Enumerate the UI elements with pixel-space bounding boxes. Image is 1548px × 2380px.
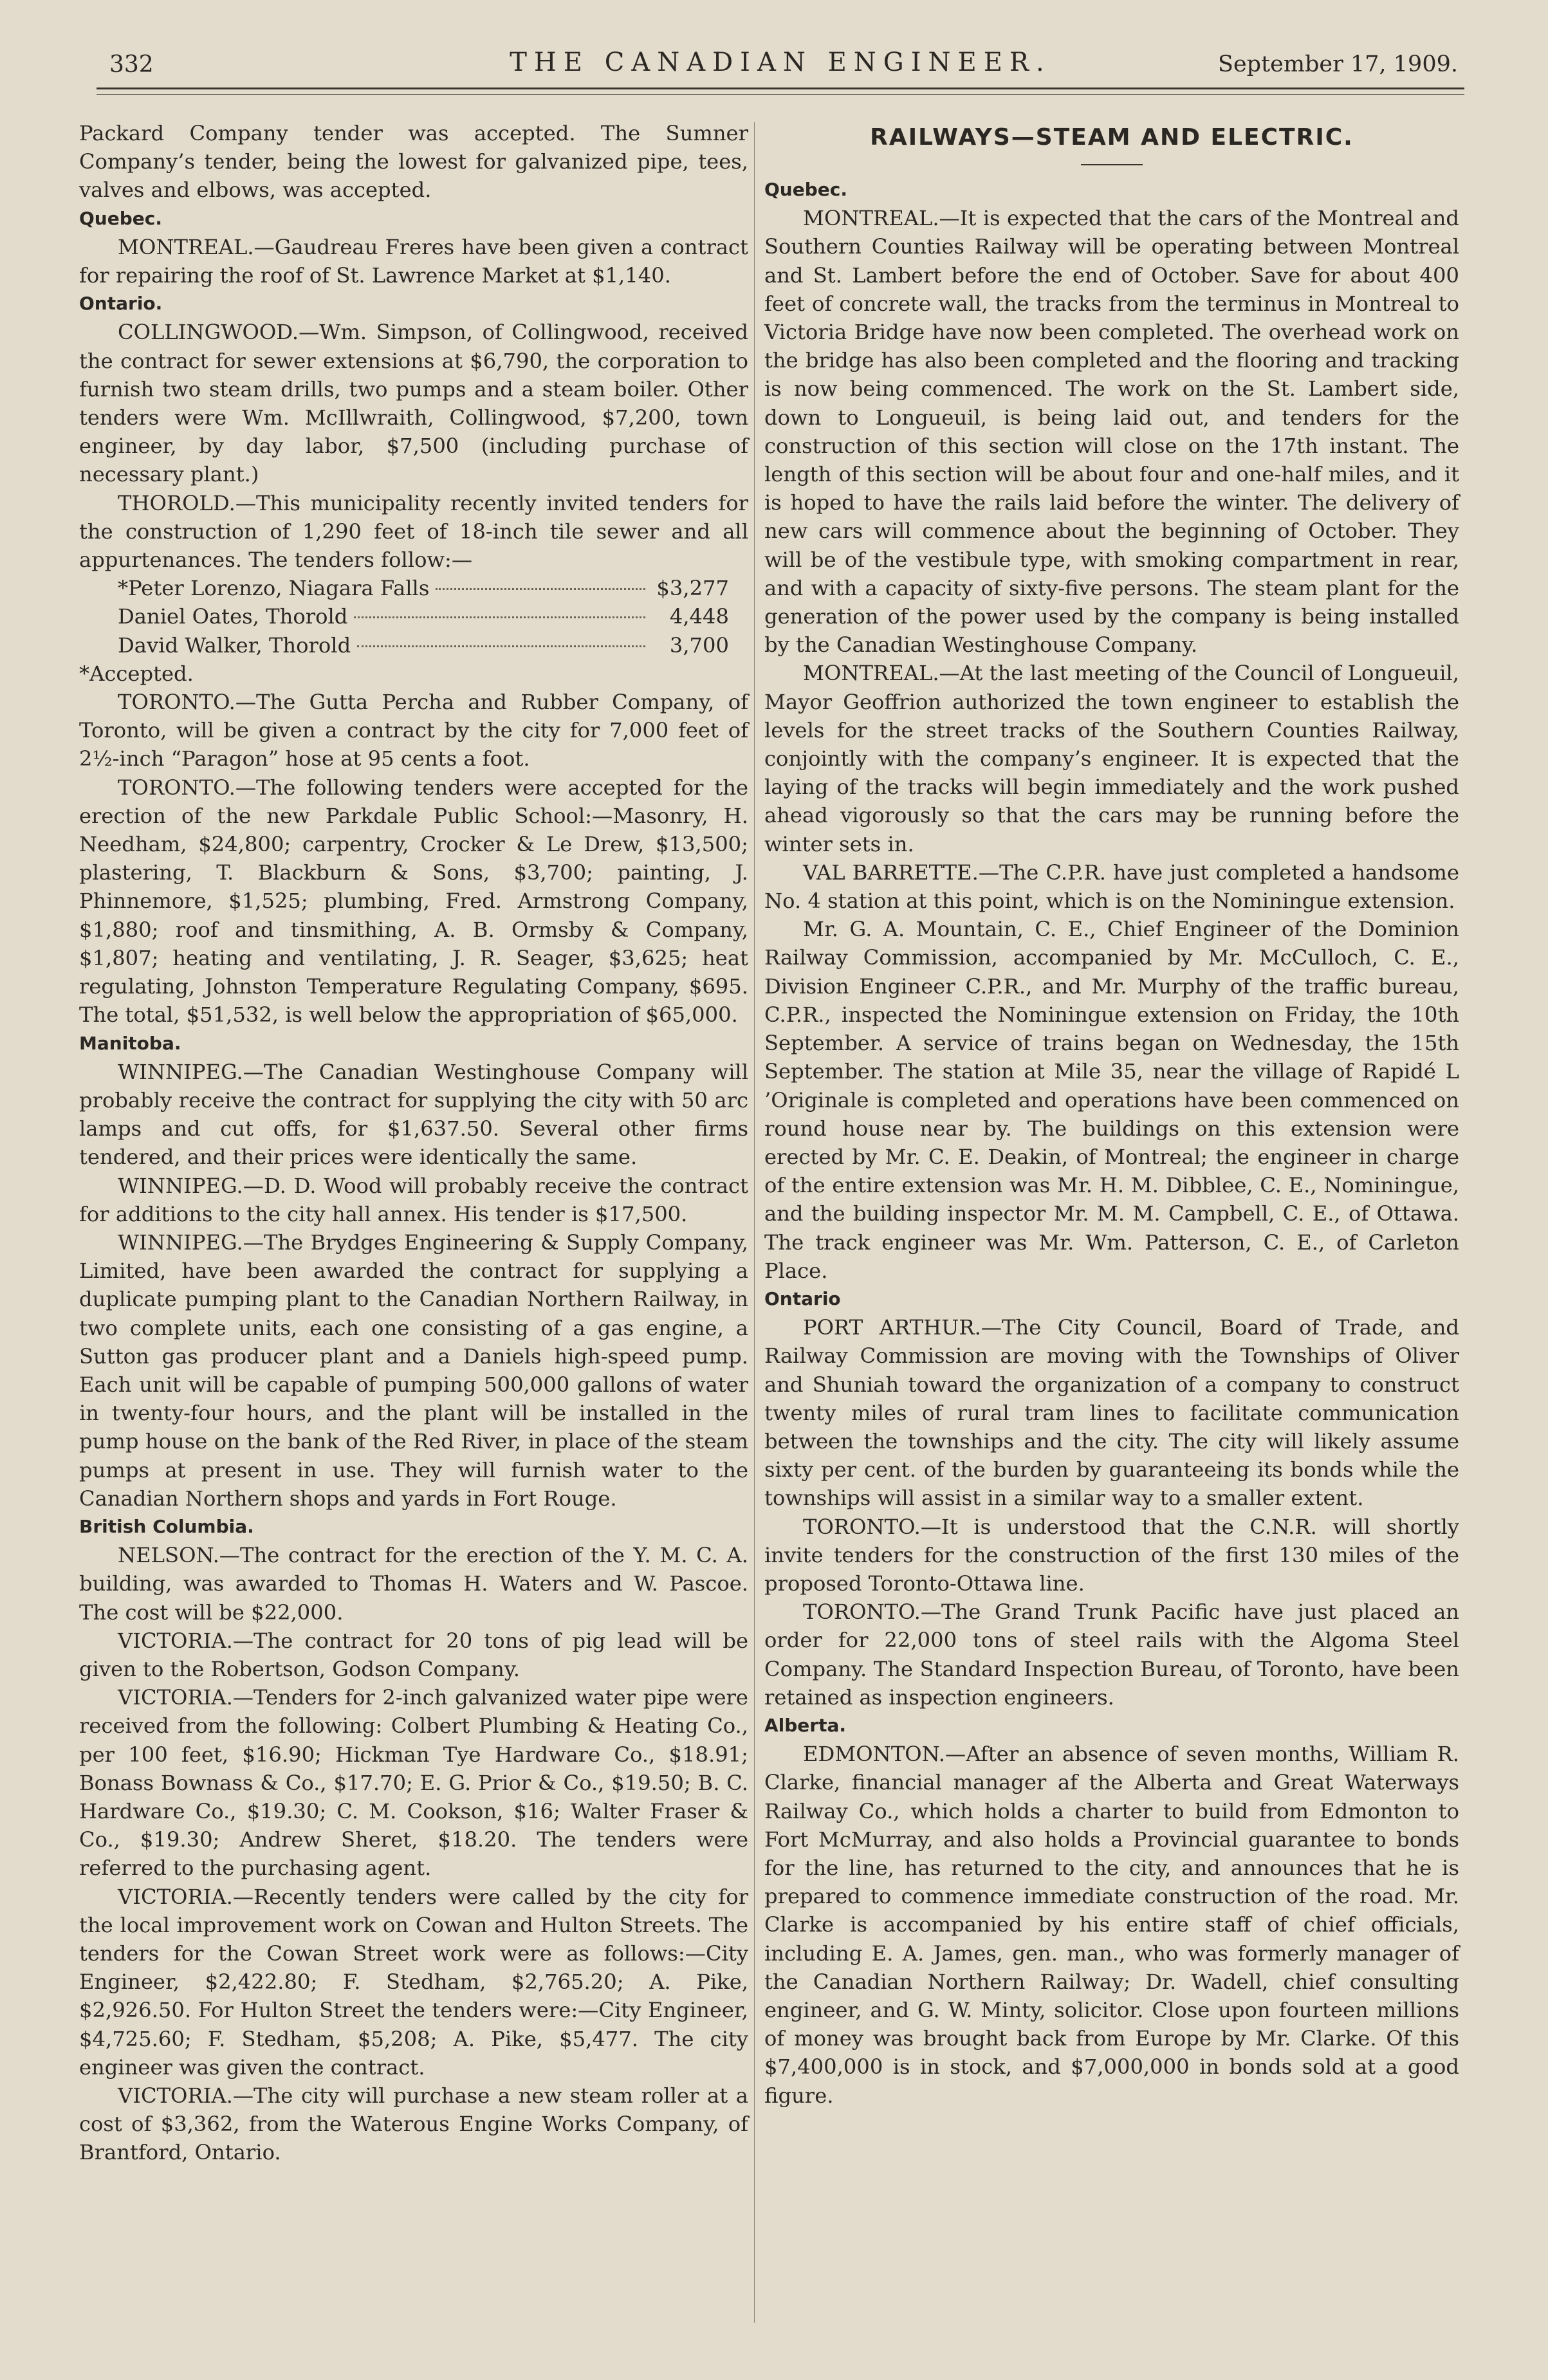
tender-row bbox=[118, 602, 729, 631]
paragraph: MONTREAL.—At the last meeting of the Council of Longueuil, Mayor Geoffrion authorized the town engineer to establish the levels for the street tracks of the Southern Counties Railway, conjointly with the company’s engineer. It is expected that the laying of the tracks will begin immediately and the work pushed ahead vigorously so that the cars may be running before the winter sets in. bbox=[764, 661, 1459, 856]
column-divider bbox=[754, 122, 755, 2323]
paragraph: Packard Company tender was accepted. The Sumner Company’s tender, being the lowest for galvanized pipe, tees, valves and elbows, was accepted. bbox=[79, 121, 748, 203]
section-title: RAILWAYS—STEAM AND ELECTRIC. bbox=[870, 124, 1354, 151]
header-rule-thick bbox=[97, 88, 1464, 89]
tender-amount: 4,448 bbox=[669, 604, 729, 629]
paragraph: TORONTO.—It is understood that the C.N.R. will shortly invite tenders for the construction of the first 130 miles of the proposed Toronto-Ottawa line. bbox=[764, 1514, 1459, 1596]
tender-amount: $3,277 bbox=[656, 576, 729, 601]
province-heading-manitoba: Manitoba. bbox=[79, 1032, 181, 1054]
province-heading-british-columbia: British Columbia. bbox=[79, 1515, 254, 1537]
paragraph: NELSON.—The contract for the erection of the Y. M. C. A. building, was awarded to Thomas H. Waters and W. Pascoe. The cost will be $22,000. bbox=[79, 1543, 748, 1625]
paragraph: WINNIPEG.—The Canadian Westinghouse Company will probably receive the contract for supplying the city with 50 arc lamps and cut offs, for $1,637.50. Several other firms tendered, and their prices were identically the same. bbox=[79, 1059, 748, 1170]
tender-row bbox=[118, 574, 729, 602]
leader-dots bbox=[436, 588, 645, 590]
paragraph: EDMONTON.—After an absence of seven months, William R. Clarke, financial manager af the Alberta and Great Waterways Railway Co., which holds a charter to build from Edmonton to Fort McMurray, and also holds a Provincial guarantee to bonds for the line, has returned to the city, and announces that he is prepared to commence immediate construction of the road. Mr. Clarke is accompanied by his entire staff of chief officials, including E. A. James, gen. man., who was formerly manager of the Canadian Northern Railway; Dr. Wadell, chief consulting engineer, and G. W. Minty, solicitor. Close upon fourteen millions of money was brought back from Europe by Mr. Clarke. Of this $7,400,000 is in stock, and $7,000,000 in bonds sold at a good figure. bbox=[764, 1742, 1459, 2108]
tender-name: David Walker, Thorold bbox=[118, 632, 351, 658]
paragraph: TORONTO.—The following tenders were accepted for the erection of the new Parkdale Public School:—Masonry, H. Needham, $24,800; carpentry, Crocker & Le Drew, $13,500; plastering, T. Blackburn & Sons, $3,700; painting, J. Phinnemore, $1,525; plumbing, Fred. Armstrong Company, $1,880; roof and tinsmithing, A. B. Ormsby & Company, $1,807; heating and ventilating, J. R. Seager, $3,625; heat regulating, Johnston Temperature Regulating Company, $695. The total, $51,532, is well below the appropriation of $65,000. bbox=[79, 775, 748, 1028]
accepted-note: *Accepted. bbox=[79, 661, 194, 686]
province-heading-quebec: Quebec. bbox=[764, 179, 847, 200]
header-rule-thin bbox=[97, 94, 1464, 95]
paragraph: TORONTO.—The Grand Trunk Pacific have just placed an order for 22,000 tons of steel rails with the Algoma Steel Company. The Standard Inspection Bureau, of Toronto, have been retained as inspection engineers. bbox=[764, 1600, 1459, 1710]
paragraph: TORONTO.—The Gutta Percha and Rubber Company, of Toronto, will be given a contract by the city for 7,000 feet of 2½-inch “Paragon” hose at 95 cents a foot. bbox=[79, 690, 748, 771]
paragraph: VICTORIA.—Tenders for 2-inch galvanized water pipe were received from the following: Colbert Plumbing & Heating Co., per 100 feet, $16.90; Hickman Tye Hardware Co., $18.91; Bonass Bownass & Co., $17.70; E. G. Prior & Co., $19.50; B. C. Hardware Co., $19.30; C. M. Cookson, $16; Walter Fraser & Co., $19.30; Andrew Sheret, $18.20. The tenders were referred to the purchasing agent. bbox=[79, 1685, 748, 1881]
paragraph: WINNIPEG.—D. D. Wood will probably receive the contract for additions to the city hall annex. His tender is $17,500. bbox=[79, 1173, 748, 1226]
page-number: 332 bbox=[109, 51, 154, 78]
paragraph: Mr. G. A. Mountain, C. E., Chief Engineer of the Dominion Railway Commission, accompanied by Mr. McCulloch, C. E., Division Engineer C.P.R., and Mr. Murphy of the traffic bureau, C.P.R., inspected the Nominingue extension on Friday, the 10th September. A service of trains began on Wednesday, the 15th September. The station at Mile 35, near the village of Rapidé L ’Originale is completed and operations have been commenced on round house near by. The buildings on this extension were erected by Mr. C. E. Deakin, of Montreal; the engineer in charge of the entire extension was Mr. H. M. Dibblee, C. E., Nominingue, and the building inspector Mr. M. M. Campbell, C. E., of Ottawa. The track engineer was Mr. Wm. Patterson, C. E., of Carleton Place. bbox=[764, 917, 1459, 1283]
paragraph: MONTREAL.—It is expected that the cars of the Montreal and Southern Counties Railway will be operating between Montreal and St. Lambert before the end of October. Save for about 400 feet of concrete wall, the tracks from the terminus in Montreal to Victoria Bridge have now been completed. The overhead work on the bridge has also been completed and the flooring and tracking is now being commenced. The work on the St. Lambert side, down to Longueuil, is being laid out, and tenders for the construction of this section will close on the 17th instant. The length of this section will be about four and one-half miles, and it is hoped to have the rails laid before the winter. The delivery of new cars will commence about the beginning of October. They will be of the vestibule type, with smoking compartment in rear, and with a capacity of sixty-five persons. The steam plant for the generation of the power used by the company is being installed by the Canadian Westinghouse Company. bbox=[764, 206, 1459, 658]
tender-list bbox=[118, 574, 729, 660]
paragraph: COLLINGWOOD.—Wm. Simpson, of Collingwood, received the contract for sewer extensions at $6,790, the corporation to furnish two steam drills, two pumps and a steam boiler. Other tenders were Wm. McIllwraith, Collingwood, $7,200, town engineer, by day labor, $7,500 (including purchase of necessary plant.) bbox=[79, 320, 748, 487]
province-heading-quebec: Quebec. bbox=[79, 207, 162, 229]
leader-dots bbox=[357, 645, 645, 647]
tender-row bbox=[118, 631, 729, 660]
province-heading-ontario: Ontario. bbox=[79, 293, 163, 315]
running-head bbox=[97, 46, 1464, 84]
paragraph: VAL BARRETTE.—The C.P.R. have just completed a handsome No. 4 station at this point, which is on the Nominingue extension. bbox=[764, 860, 1459, 914]
tender-amount: 3,700 bbox=[669, 632, 729, 658]
province-heading-ontario: Ontario bbox=[764, 1287, 841, 1309]
title-rule bbox=[1081, 164, 1143, 165]
paragraph: THOROLD.—This municipality recently invited tenders for the construction of 1,290 feet of 18-inch tile sewer and all appurtenances. The tenders follow:— bbox=[79, 490, 748, 573]
paragraph: WINNIPEG.—The Brydges Engineering & Supply Company, Limited, have been awarded the contract for supplying a duplicate pumping plant to the Canadian Northern Railway, in two complete units, each one consisting of a gas engine, a Sutton gas producer plant and a Daniels high-speed pump. Each unit will be capable of pumping 500,000 gallons of water in twenty-four hours, and the plant will be installed in the pump house on the bank of the Red River, in place of the steam pumps at present in use. They will furnish water to the Canadian Northern shops and yards in Fort Rouge. bbox=[79, 1230, 748, 1511]
province-heading-alberta: Alberta. bbox=[764, 1714, 847, 1736]
issue-date: September 17, 1909. bbox=[1217, 51, 1458, 77]
left-column bbox=[79, 119, 748, 2167]
tender-name: *Peter Lorenzo, Niagara Falls bbox=[118, 576, 430, 601]
paragraph: VICTORIA.—Recently tenders were called by the city for the local improvement work on Cowan and Hulton Streets. The tenders for the Cowan Street work were as follows:—City Engineer, $2,422.80; F. Stedham, $2,765.20; A. Pike, $2,926.50. For Hulton Street the tenders were:—City Engineer, $4,725.60; F. Stedham, $5,208; A. Pike, $5,477. The city engineer was given the contract. bbox=[79, 1884, 748, 2080]
journal-title: THE CANADIAN ENGINEER. bbox=[510, 48, 1051, 77]
leader-dots bbox=[354, 616, 645, 618]
paragraph: PORT ARTHUR.—The City Council, Board of Trade, and Railway Commission are moving with the Townships of Oliver and Shuniah toward the organization of a company to construct twenty miles of rural tram lines to facilitate communication between the townships and the city. The city will likely assume sixty per cent. of the burden by guaranteeing its bonds while the townships will assist in a similar way to a smaller extent. bbox=[764, 1315, 1459, 1511]
paragraph: VICTORIA.—The contract for 20 tons of pig lead will be given to the Robertson, Godson Company. bbox=[79, 1628, 748, 1681]
tender-name: Daniel Oates, Thorold bbox=[118, 604, 348, 629]
paragraph: MONTREAL.—Gaudreau Freres have been given a contract for repairing the roof of St. Lawrence Market at $1,140. bbox=[79, 234, 748, 288]
paragraph: VICTORIA.—The city will purchase a new steam roller at a cost of $3,362, from the Waterous Engine Works Company, of Brantford, Ontario. bbox=[79, 2083, 748, 2165]
right-column bbox=[764, 119, 1459, 2110]
